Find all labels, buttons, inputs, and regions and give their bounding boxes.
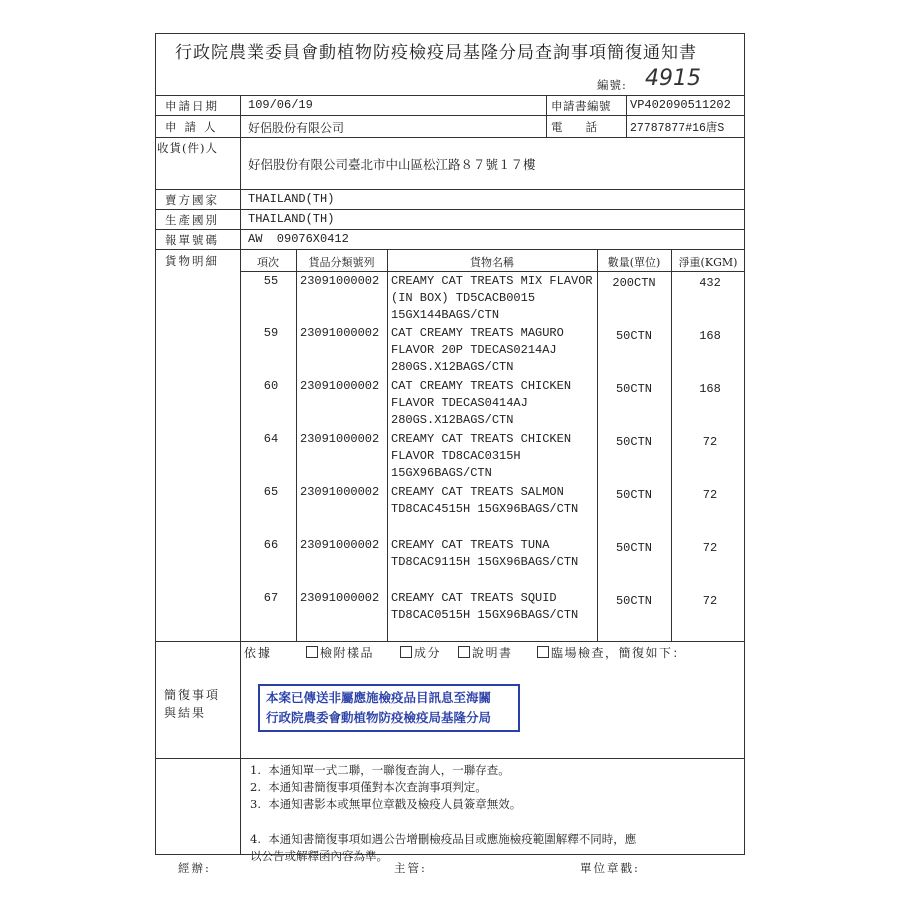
reply-label-line1: 簡復事項 — [164, 688, 221, 702]
consignee-label: 收貨(件)人 — [157, 141, 218, 155]
divider — [626, 95, 627, 137]
column-header-item: 項次 — [257, 256, 279, 269]
net-weight: 72 — [702, 435, 718, 449]
checkbox — [306, 646, 318, 658]
divider — [155, 209, 745, 210]
application-number-label: 申請書編號 — [551, 99, 611, 113]
basis-option-ingredients: 成分 — [400, 644, 441, 661]
quantity: 200CTN — [612, 276, 656, 290]
goods-code: 23091000002 — [300, 326, 380, 340]
goods-code: 23091000002 — [300, 538, 380, 552]
item-number: 55 — [263, 274, 279, 288]
seller-country-label: 賣方國家 — [165, 193, 219, 207]
phone-label: 電 話 — [551, 120, 597, 134]
stamp-line1: 本案已傳送非屬應施檢疫品目訊息至海關 — [266, 690, 492, 705]
goods-name: CREAMY CAT TREATS TUNA TD8CAC9115H 15GX96BAGS/CTN — [391, 538, 579, 569]
origin-country-label: 生產國別 — [165, 213, 219, 227]
goods-code: 23091000002 — [300, 379, 380, 393]
net-weight: 168 — [699, 329, 721, 343]
form-title: 行政院農業委員會動植物防疫檢疫局基隆分局查詢事項簡復通知書 — [175, 43, 697, 63]
column-header-goods-name: 貨物名稱 — [470, 256, 514, 269]
checkbox — [458, 646, 470, 658]
checkbox — [537, 646, 549, 658]
quantity: 50CTN — [615, 594, 652, 608]
divider — [240, 95, 241, 641]
net-weight: 72 — [702, 541, 718, 555]
column-header-quantity: 數量(單位) — [607, 256, 661, 269]
net-weight: 72 — [702, 488, 718, 502]
net-weight: 168 — [699, 382, 721, 396]
divider — [240, 641, 241, 758]
divider — [387, 249, 388, 641]
item-number: 65 — [263, 485, 279, 499]
net-weight: 72 — [702, 594, 718, 608]
divider — [240, 758, 241, 855]
serial-value-handwritten: 4915 — [645, 66, 701, 91]
handler-signature-label: 經辦: — [178, 861, 211, 875]
reply-label-line2: 與結果 — [164, 706, 207, 720]
divider — [155, 229, 745, 230]
divider — [155, 758, 745, 759]
seller-country-value: THAILAND(TH) — [248, 192, 335, 206]
consignee-value: 好侶股份有限公司臺北市中山區松江路８７號１７樓 — [248, 157, 536, 172]
phone-value: 27787877#16唐S — [630, 122, 725, 135]
column-header-code: 貨品分類號列 — [308, 256, 375, 269]
goods-name: CREAMY CAT TREATS MIX FLAVOR (IN BOX) TD5CACB0015 15GX144BAGS/CTN — [391, 274, 593, 322]
divider — [155, 189, 745, 190]
supervisor-signature-label: 主管: — [394, 861, 427, 875]
item-number: 66 — [263, 538, 279, 552]
divider — [155, 641, 745, 642]
divider — [155, 95, 745, 96]
divider — [155, 115, 745, 116]
note-4: 4. 本通知書簡復事項如遇公告增刪檢疫品目或應施檢疫範圍解釋不同時，應 以公告或解釋函內容為準。 — [250, 831, 637, 863]
divider — [155, 249, 745, 250]
goods-name: CREAMY CAT TREATS SALMON TD8CAC4515H 15GX96BAGS/CTN — [391, 485, 579, 516]
note-1: 1. 本通知單一式二聯，一聯復查詢人，一聯存查。 — [250, 763, 510, 777]
serial-label: 編號: — [597, 78, 627, 92]
goods-name: CREAMY CAT TREATS SQUID TD8CAC0515H 15GX96BAGS/CTN — [391, 591, 579, 622]
note-2: 2. 本通知書簡復事項僅對本次查詢事項判定。 — [250, 780, 487, 794]
applicant-value: 好侶股份有限公司 — [248, 121, 345, 135]
declaration-number-label: 報單號碼 — [165, 233, 219, 247]
quantity: 50CTN — [615, 541, 652, 555]
basis-label: 依據 — [244, 646, 273, 660]
item-number: 64 — [263, 432, 279, 446]
origin-country-value: THAILAND(TH) — [248, 212, 335, 226]
basis-option-inspection: 臨場檢查，簡復如下： — [537, 644, 686, 661]
basis-option-manual: 說明書 — [458, 644, 513, 661]
quantity: 50CTN — [615, 435, 652, 449]
stamp-line2: 行政院農委會動植物防疫檢疫局基隆分局 — [266, 710, 492, 725]
goods-name: CAT CREAMY TREATS MAGURO FLAVOR 20P TDECAS0214AJ 280GS.X12BAGS/CTN — [391, 326, 564, 374]
declaration-number-value: AW 09076X0412 — [248, 232, 349, 246]
divider — [546, 95, 547, 137]
note-3: 3. 本通知書影本或無單位章戳及檢疫人員簽章無效。 — [250, 797, 522, 811]
unit-seal-label: 單位章戳: — [580, 861, 640, 875]
apply-date-value: 109/06/19 — [248, 98, 313, 112]
quantity: 50CTN — [615, 488, 652, 502]
goods-code: 23091000002 — [300, 591, 380, 605]
item-number: 60 — [263, 379, 279, 393]
quantity: 50CTN — [615, 329, 652, 343]
quantity: 50CTN — [615, 382, 652, 396]
item-number: 59 — [263, 326, 279, 340]
goods-code: 23091000002 — [300, 432, 380, 446]
net-weight: 432 — [699, 276, 721, 290]
applicant-label: 申請人 — [165, 120, 224, 134]
apply-date-label: 申請日期 — [165, 99, 219, 113]
divider — [240, 271, 745, 272]
goods-name: CREAMY CAT TREATS CHICKEN FLAVOR TD8CAC0315H 15GX96BAGS/CTN — [391, 432, 572, 480]
result-stamp — [258, 684, 520, 732]
column-header-weight: 淨重(KGM) — [678, 256, 738, 269]
item-number: 67 — [263, 591, 279, 605]
goods-code: 23091000002 — [300, 485, 380, 499]
goods-name: CAT CREAMY TREATS CHICKEN FLAVOR TDECAS0414AJ 280GS.X12BAGS/CTN — [391, 379, 572, 427]
goods-details-label: 貨物明細 — [165, 254, 219, 268]
basis-option-sample: 檢附樣品 — [306, 644, 374, 661]
application-number-value: VP402090511202 — [630, 98, 731, 112]
goods-code: 23091000002 — [300, 274, 380, 288]
divider — [155, 137, 745, 138]
checkbox — [400, 646, 412, 658]
